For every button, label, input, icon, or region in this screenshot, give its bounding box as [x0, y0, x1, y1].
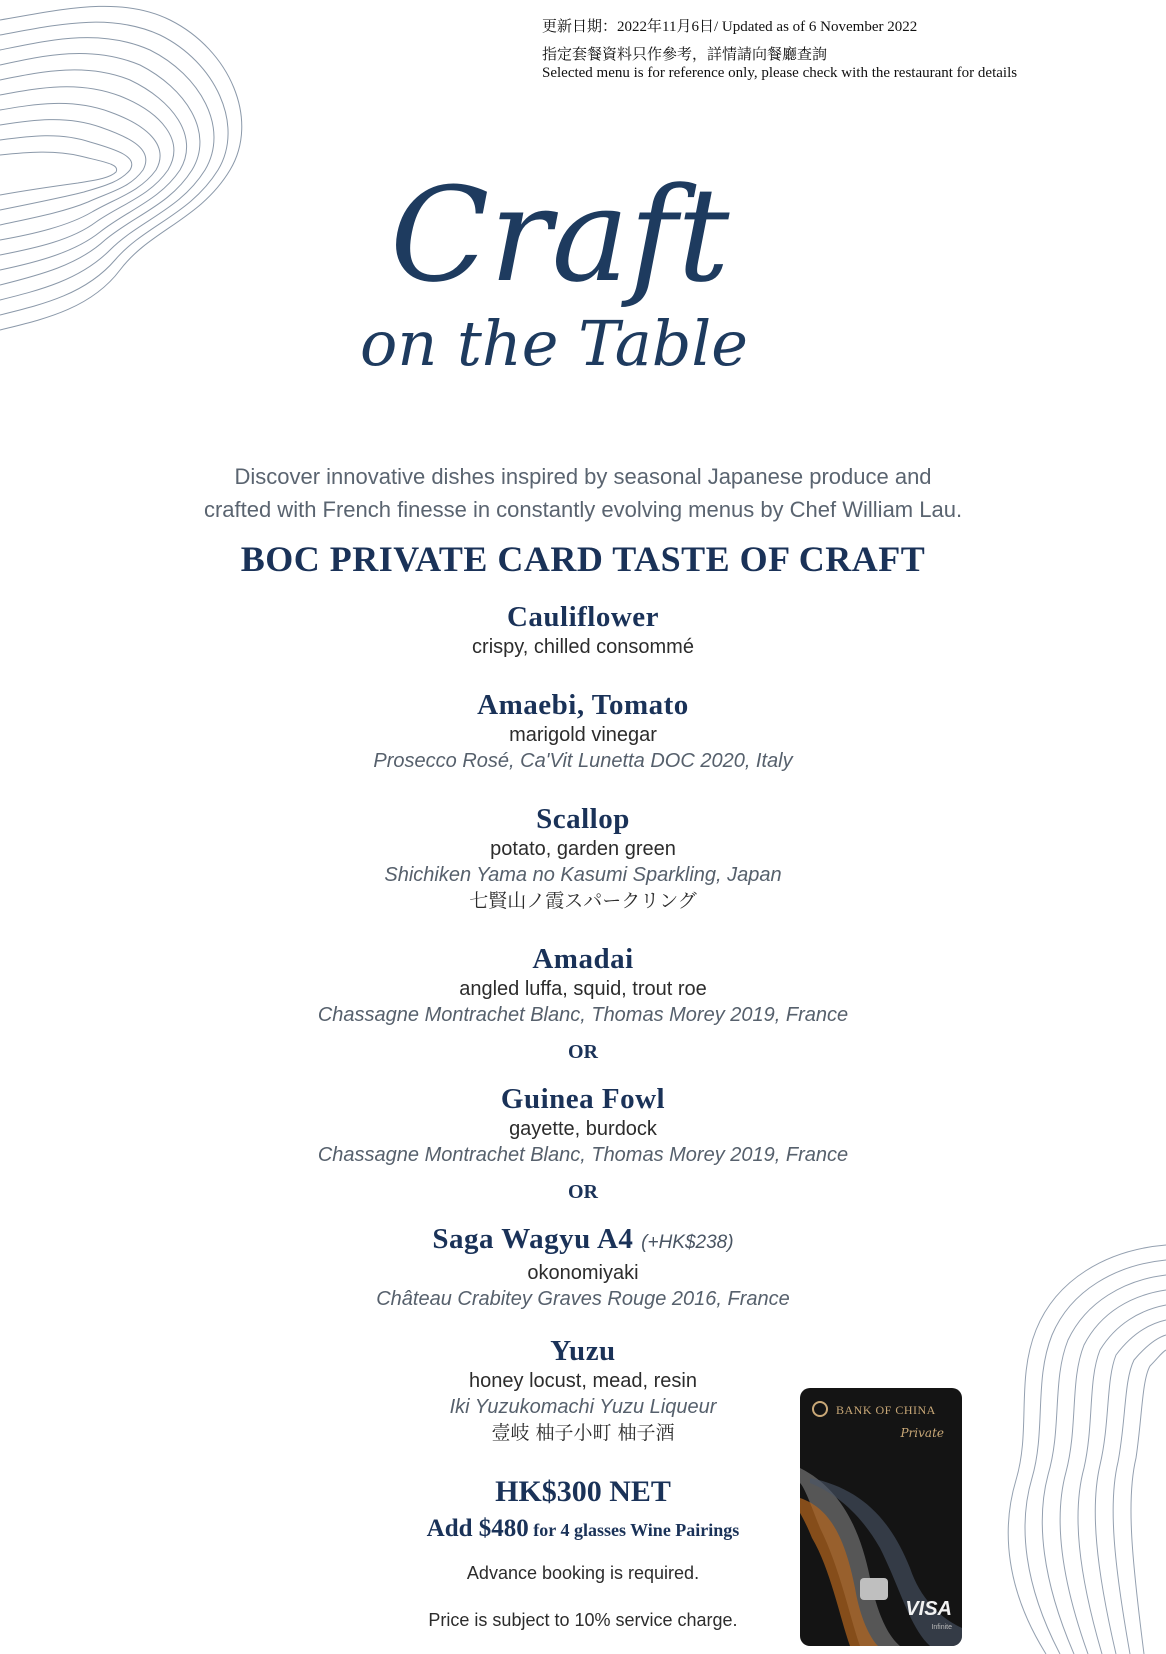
wine-pairing: Shichiken Yama no Kasumi Sparkling, Japan	[384, 864, 782, 886]
bank-logo-icon	[812, 1401, 828, 1417]
supplement-price: (+HK$238)	[641, 1232, 734, 1253]
reference-note-english: Selected menu is for reference only, please check with the restaurant for details	[542, 65, 1018, 81]
course-saga-wagyu	[0, 1222, 1166, 1312]
dish-description: gayette, burdock	[509, 1118, 657, 1140]
wave-lines-decoration-top-left	[0, 0, 270, 340]
card-network-tier: Infinite	[931, 1624, 952, 1631]
logo-word-craft: Craft	[390, 159, 730, 311]
or-divider: OR	[568, 1181, 598, 1203]
boc-private-visa-card	[800, 1388, 962, 1646]
update-notice	[542, 18, 1017, 82]
menu-price: HK$300 NET	[495, 1475, 671, 1508]
dish-name: Amadai	[532, 943, 634, 975]
wine-pairing-japanese: 七賢山ノ霞スパークリング	[469, 890, 697, 912]
intro-line-2: crafted with French finesse in constantly evolving menus by Chef William Lau.	[203, 497, 963, 522]
wine-pairing: Chassagne Montrachet Blanc, Thomas Morey 2019, France	[317, 1004, 849, 1026]
dish-name: Yuzu	[550, 1335, 616, 1367]
dish-name: Saga Wagyu A4	[432, 1223, 634, 1255]
course-yuzu	[0, 1334, 1166, 1446]
course-guinea-fowl	[0, 1082, 1166, 1168]
wine-pairing-japanese: 壹岐 柚子小町 柚子酒	[491, 1422, 675, 1444]
reference-note-chinese: 指定套餐資料只作參考，詳情請向餐廳查詢	[542, 47, 828, 63]
intro-line-1: Discover innovative dishes inspired by seasonal Japanese produce and	[234, 464, 932, 489]
dish-description: honey locust, mead, resin	[469, 1370, 697, 1392]
course-amadai	[0, 942, 1166, 1028]
wine-pairing: Chassagne Montrachet Blanc, Thomas Morey 2019, France	[317, 1144, 849, 1166]
update-date: 更新日期：2022年11月6日/ Updated as of 6 November 2022	[542, 19, 918, 35]
wine-pairing: Iki Yuzukomachi Yuzu Liqueur	[449, 1396, 717, 1418]
card-chip-icon	[860, 1578, 888, 1600]
booking-note: Advance booking is required.	[466, 1563, 700, 1583]
service-charge-note: Price is subject to 10% service charge.	[428, 1610, 738, 1630]
dish-description: potato, garden green	[490, 838, 676, 860]
dish-name: Amaebi, Tomato	[477, 689, 689, 721]
dish-name: Cauliflower	[506, 601, 660, 633]
course-amaebi-tomato	[0, 688, 1166, 774]
intro-text	[0, 460, 1166, 526]
logo-word-on-the-table: on the Table	[360, 307, 748, 380]
course-scallop	[0, 802, 1166, 914]
dish-name-row	[0, 1222, 1166, 1260]
card-tier-script: Private	[900, 1426, 944, 1440]
or-divider: OR	[568, 1041, 598, 1063]
pairing-text: for 4 glasses Wine Pairings	[528, 1520, 740, 1540]
wine-pairing-offer	[0, 1515, 1166, 1543]
card-bank-name: BANK OF CHINA	[836, 1403, 936, 1417]
dish-description: marigold vinegar	[509, 724, 657, 746]
wine-pairing: Prosecco Rosé, Ca'Vit Lunetta DOC 2020, Italy	[373, 750, 793, 772]
dish-name: Scallop	[536, 803, 630, 835]
dish-description: crispy, chilled consommé	[472, 636, 694, 658]
dish-description: angled luffa, squid, trout roe	[459, 978, 707, 1000]
wine-pairing: Château Crabitey Graves Rouge 2016, France	[376, 1288, 790, 1310]
restaurant-logo	[360, 130, 800, 420]
card-network-logo: VISA	[905, 1598, 952, 1620]
pairing-price: Add $480	[426, 1515, 529, 1542]
menu-title: BOC PRIVATE CARD TASTE OF CRAFT	[240, 539, 926, 579]
dish-description: okonomiyaki	[527, 1262, 639, 1284]
dish-name: Guinea Fowl	[500, 1083, 666, 1115]
course-cauliflower	[0, 600, 1166, 660]
